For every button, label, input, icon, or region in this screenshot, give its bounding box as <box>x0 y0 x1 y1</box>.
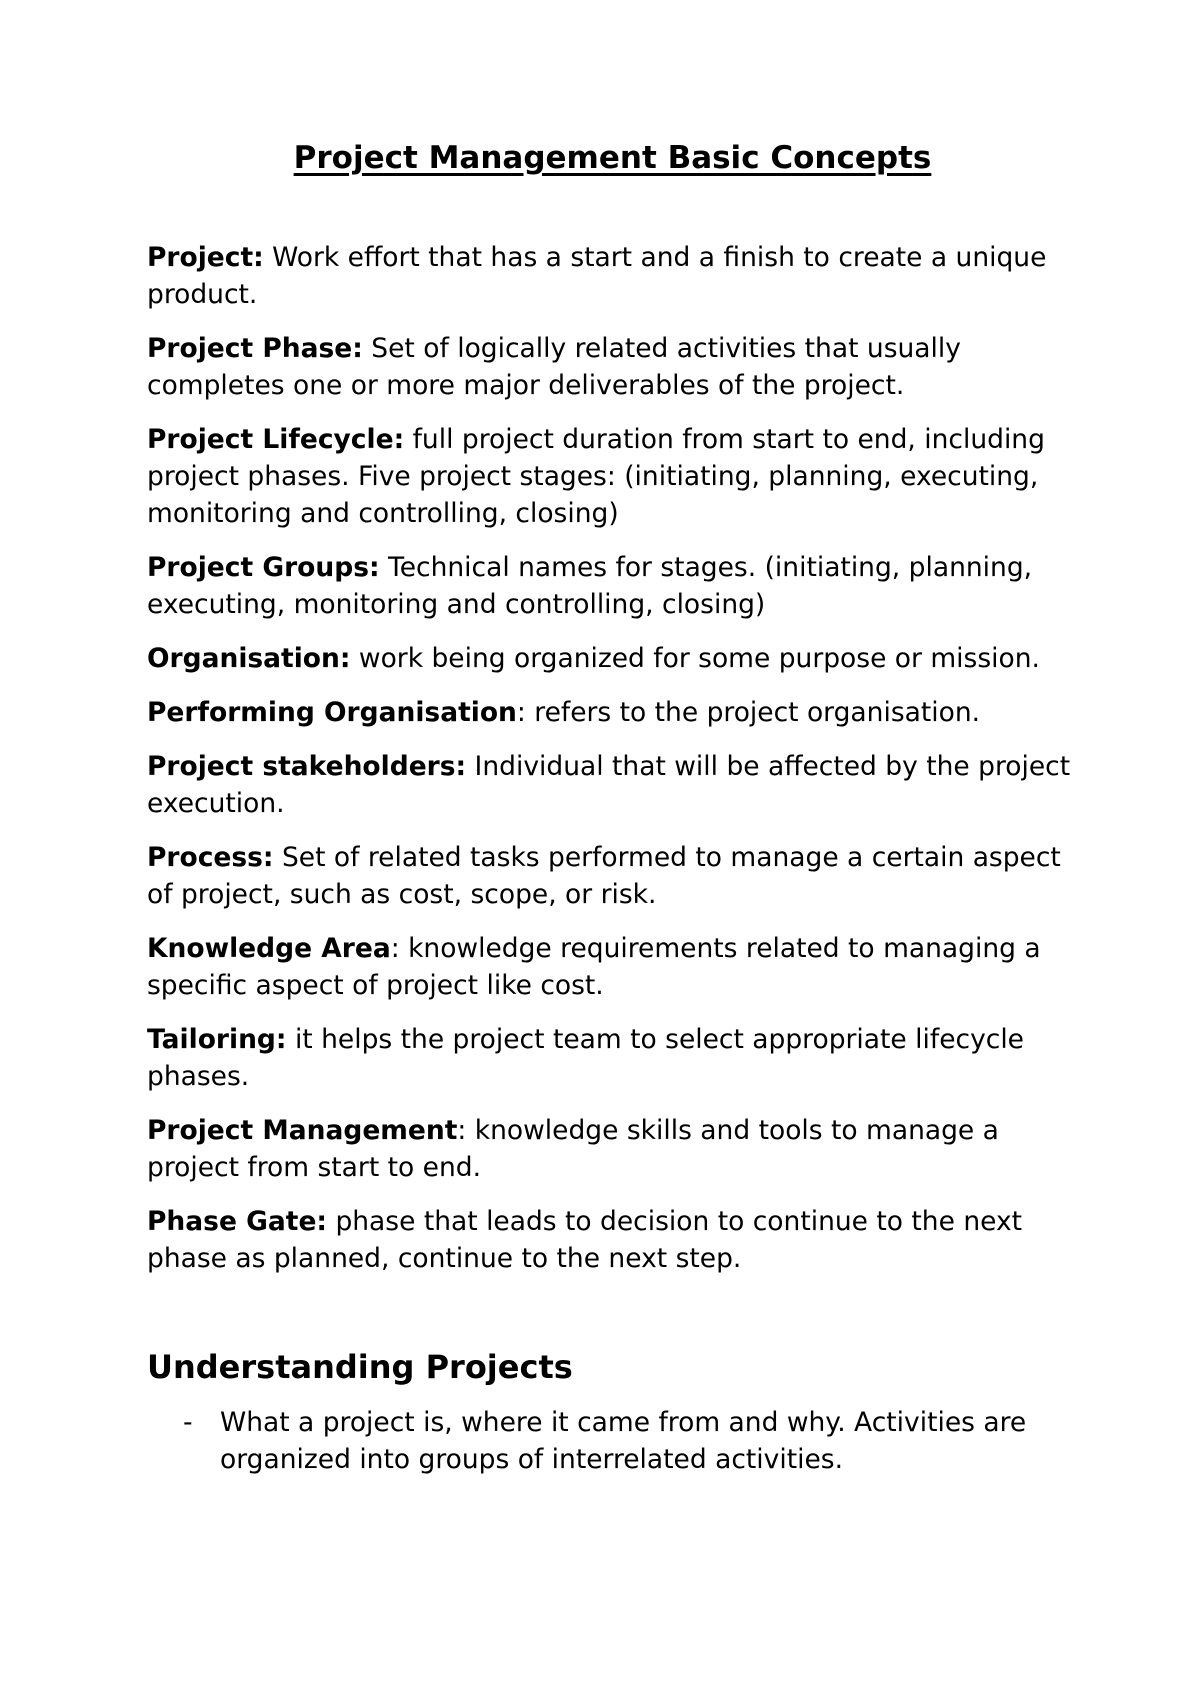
definition-entry <box>147 549 1077 623</box>
definition-text: Work effort that has a start and a finish to create a unique product. <box>147 242 1047 310</box>
dash-bullet-icon: - <box>183 1407 193 1438</box>
definition-term: Project Lifecycle: <box>147 424 405 455</box>
definition-entry <box>147 330 1077 404</box>
definition-term: Project Phase: <box>147 333 363 364</box>
bullet-list <box>147 1404 1080 1478</box>
definition-term: Organisation: <box>147 643 351 674</box>
definition-term: Phase Gate: <box>147 1206 328 1237</box>
definition-text: it helps the project team to select appropriate lifecycle phases. <box>147 1024 1024 1092</box>
definition-text: Set of related tasks performed to manage a certain aspect of project, such as cost, scope, or risk. <box>147 842 1061 910</box>
definition-entry <box>147 421 1077 532</box>
definition-entry <box>147 1112 1077 1186</box>
definitions-list <box>147 239 1080 1277</box>
definition-text: Technical names for stages. (initiating, planning, executing, monitoring and controlling, closing) <box>147 552 1033 620</box>
definition-term: Knowledge Area <box>147 933 391 964</box>
document-title: Project Management Basic Concepts <box>293 140 932 176</box>
bullet-text: What a project is, where it came from and why. Activities are organized into groups of interrelated activities. <box>220 1407 1027 1475</box>
definition-term: Process: <box>147 842 274 873</box>
definition-entry <box>147 640 1077 677</box>
definition-entry <box>147 748 1077 822</box>
definition-term: Project: <box>147 242 264 273</box>
definition-entry <box>147 239 1077 313</box>
bullet-item <box>147 1404 1090 1478</box>
definition-entry <box>147 930 1077 1004</box>
definition-text: work being organized for some purpose or mission. <box>350 643 1040 674</box>
definition-term: Tailoring: <box>147 1024 287 1055</box>
definition-entry <box>147 1203 1077 1277</box>
definition-text: : knowledge requirements related to managing a specific aspect of project like cost. <box>147 933 1041 1001</box>
definition-term: Project stakeholders: <box>147 751 467 782</box>
definition-entry <box>147 694 1077 731</box>
definition-entry <box>147 1021 1077 1095</box>
definition-text: : knowledge skills and tools to manage a project from start to end. <box>147 1115 999 1183</box>
definition-text: Individual that will be affected by the project execution. <box>147 751 1071 819</box>
section-heading: Understanding Projects <box>147 1348 573 1386</box>
definition-term: Performing Organisation <box>147 697 517 728</box>
definition-entry <box>147 839 1077 913</box>
definition-term: Project Management <box>147 1115 458 1146</box>
definition-term: Project Groups: <box>147 552 380 583</box>
definition-text: : refers to the project organisation. <box>516 697 981 728</box>
definition-text: full project duration from start to end, including project phases. Five project stages: (initiating, planning, executing, monitoring and controlling, closing) <box>147 424 1045 529</box>
definition-text: phase that leads to decision to continue to the next phase as planned, continue to the next step. <box>147 1206 1023 1274</box>
definition-text: Set of logically related activities that usually completes one or more major deliverables of the project. <box>147 333 961 401</box>
